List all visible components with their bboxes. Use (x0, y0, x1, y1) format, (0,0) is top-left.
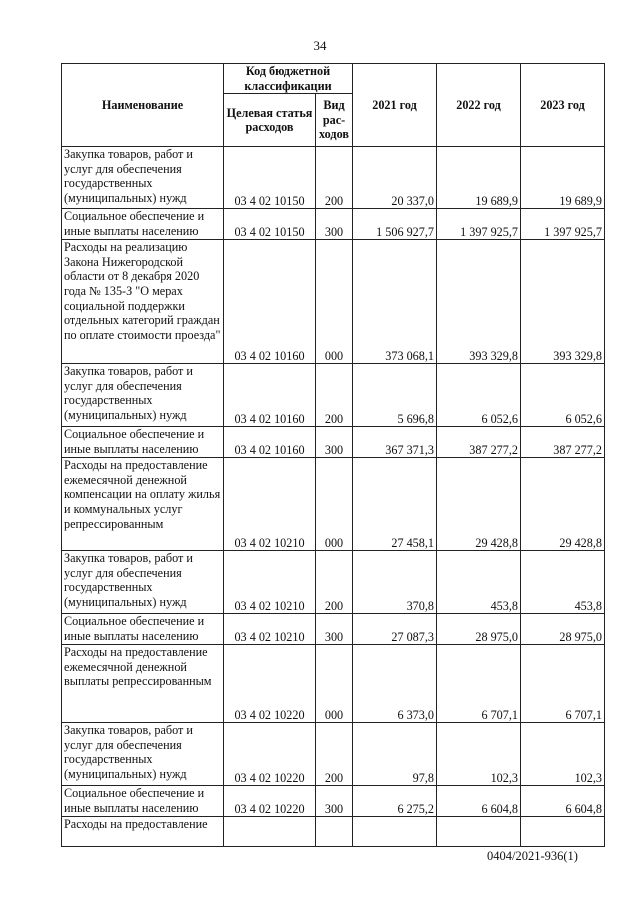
row-value-2022: 393 329,8 (437, 240, 521, 364)
table-row (62, 147, 605, 209)
row-expense-kind: 200 (316, 364, 353, 427)
row-value-2023: 6 052,6 (521, 364, 605, 427)
row-target-article (224, 817, 316, 847)
page-number: 34 (313, 38, 327, 53)
row-name: Закупка товаров, работ и услуг для обеспечения государственных (муниципальных) нужд (62, 147, 224, 209)
row-target-article: 03 4 02 10210 (224, 551, 316, 614)
header-code-group: Код бюджетной классификации (224, 64, 353, 94)
row-value-2022: 6 052,6 (437, 364, 521, 427)
row-expense-kind: 200 (316, 147, 353, 209)
row-name: Расходы на предоставление (62, 817, 224, 847)
row-expense-kind: 000 (316, 645, 353, 723)
row-value-2021: 373 068,1 (353, 240, 437, 364)
table-row (62, 240, 605, 364)
table-row (62, 786, 605, 817)
table-row (62, 645, 605, 723)
row-value-2023: 19 689,9 (521, 147, 605, 209)
row-expense-kind: 300 (316, 427, 353, 458)
row-value-2021 (353, 817, 437, 847)
header-2022: 2022 год (437, 64, 521, 147)
row-target-article: 03 4 02 10210 (224, 614, 316, 645)
budget-table (61, 63, 605, 847)
header-2023: 2023 год (521, 64, 605, 147)
row-name: Расходы на предоставление ежемесячной денежной компенсации на оплату жилья и коммунальных услуг репрессированным (62, 458, 224, 551)
row-value-2021: 20 337,0 (353, 147, 437, 209)
row-value-2021: 367 371,3 (353, 427, 437, 458)
header-expense-kind: Вид рас-ходов (316, 94, 353, 147)
row-target-article: 03 4 02 10150 (224, 147, 316, 209)
row-value-2022: 1 397 925,7 (437, 209, 521, 240)
table-row (62, 209, 605, 240)
header-2021: 2021 год (353, 64, 437, 147)
row-value-2022: 19 689,9 (437, 147, 521, 209)
row-target-article: 03 4 02 10220 (224, 786, 316, 817)
row-value-2021: 1 506 927,7 (353, 209, 437, 240)
row-value-2021: 97,8 (353, 723, 437, 786)
table-row (62, 427, 605, 458)
row-name: Расходы на предоставление ежемесячной денежной выплаты репрессированным (62, 645, 224, 723)
row-value-2021: 6 275,2 (353, 786, 437, 817)
row-value-2022 (437, 817, 521, 847)
row-value-2023: 28 975,0 (521, 614, 605, 645)
row-value-2022: 28 975,0 (437, 614, 521, 645)
row-expense-kind: 300 (316, 786, 353, 817)
row-value-2023: 1 397 925,7 (521, 209, 605, 240)
row-value-2023: 453,8 (521, 551, 605, 614)
row-target-article: 03 4 02 10150 (224, 209, 316, 240)
row-name: Социальное обеспечение и иные выплаты населению (62, 209, 224, 240)
row-value-2023: 387 277,2 (521, 427, 605, 458)
document-code: 0404/2021-936(1) (487, 849, 578, 863)
row-name: Расходы на реализацию Закона Нижегородской области от 8 декабря 2020 года № 135-З "О мерах социальной поддержки отдельных категорий граждан по оплате стоимости проезда" (62, 240, 224, 364)
row-value-2021: 6 373,0 (353, 645, 437, 723)
row-value-2022: 387 277,2 (437, 427, 521, 458)
table-row (62, 364, 605, 427)
row-value-2023: 393 329,8 (521, 240, 605, 364)
row-expense-kind: 000 (316, 458, 353, 551)
row-name: Социальное обеспечение и иные выплаты населению (62, 614, 224, 645)
row-value-2022: 102,3 (437, 723, 521, 786)
row-value-2021: 5 696,8 (353, 364, 437, 427)
row-name: Закупка товаров, работ и услуг для обеспечения государственных (муниципальных) нужд (62, 551, 224, 614)
row-value-2022: 6 604,8 (437, 786, 521, 817)
table-row (62, 551, 605, 614)
header-name: Наименование (62, 64, 224, 147)
row-value-2023: 6 707,1 (521, 645, 605, 723)
row-value-2023 (521, 817, 605, 847)
row-value-2021: 370,8 (353, 551, 437, 614)
header-target-article: Целевая статья расходов (224, 94, 316, 147)
row-value-2023: 29 428,8 (521, 458, 605, 551)
row-name: Закупка товаров, работ и услуг для обеспечения государственных (муниципальных) нужд (62, 723, 224, 786)
table-row (62, 817, 605, 847)
row-target-article: 03 4 02 10210 (224, 458, 316, 551)
row-value-2022: 6 707,1 (437, 645, 521, 723)
row-expense-kind: 200 (316, 551, 353, 614)
row-target-article: 03 4 02 10220 (224, 645, 316, 723)
row-expense-kind (316, 817, 353, 847)
row-expense-kind: 300 (316, 209, 353, 240)
table-row (62, 723, 605, 786)
row-expense-kind: 200 (316, 723, 353, 786)
row-name: Социальное обеспечение и иные выплаты населению (62, 427, 224, 458)
row-target-article: 03 4 02 10160 (224, 240, 316, 364)
row-value-2022: 453,8 (437, 551, 521, 614)
row-target-article: 03 4 02 10220 (224, 723, 316, 786)
row-value-2021: 27 087,3 (353, 614, 437, 645)
table-row (62, 458, 605, 551)
row-name: Закупка товаров, работ и услуг для обеспечения государственных (муниципальных) нужд (62, 364, 224, 427)
row-value-2023: 6 604,8 (521, 786, 605, 817)
row-target-article: 03 4 02 10160 (224, 427, 316, 458)
row-value-2021: 27 458,1 (353, 458, 437, 551)
row-name: Социальное обеспечение и иные выплаты населению (62, 786, 224, 817)
row-expense-kind: 000 (316, 240, 353, 364)
row-target-article: 03 4 02 10160 (224, 364, 316, 427)
row-expense-kind: 300 (316, 614, 353, 645)
row-value-2023: 102,3 (521, 723, 605, 786)
row-value-2022: 29 428,8 (437, 458, 521, 551)
table-row (62, 614, 605, 645)
